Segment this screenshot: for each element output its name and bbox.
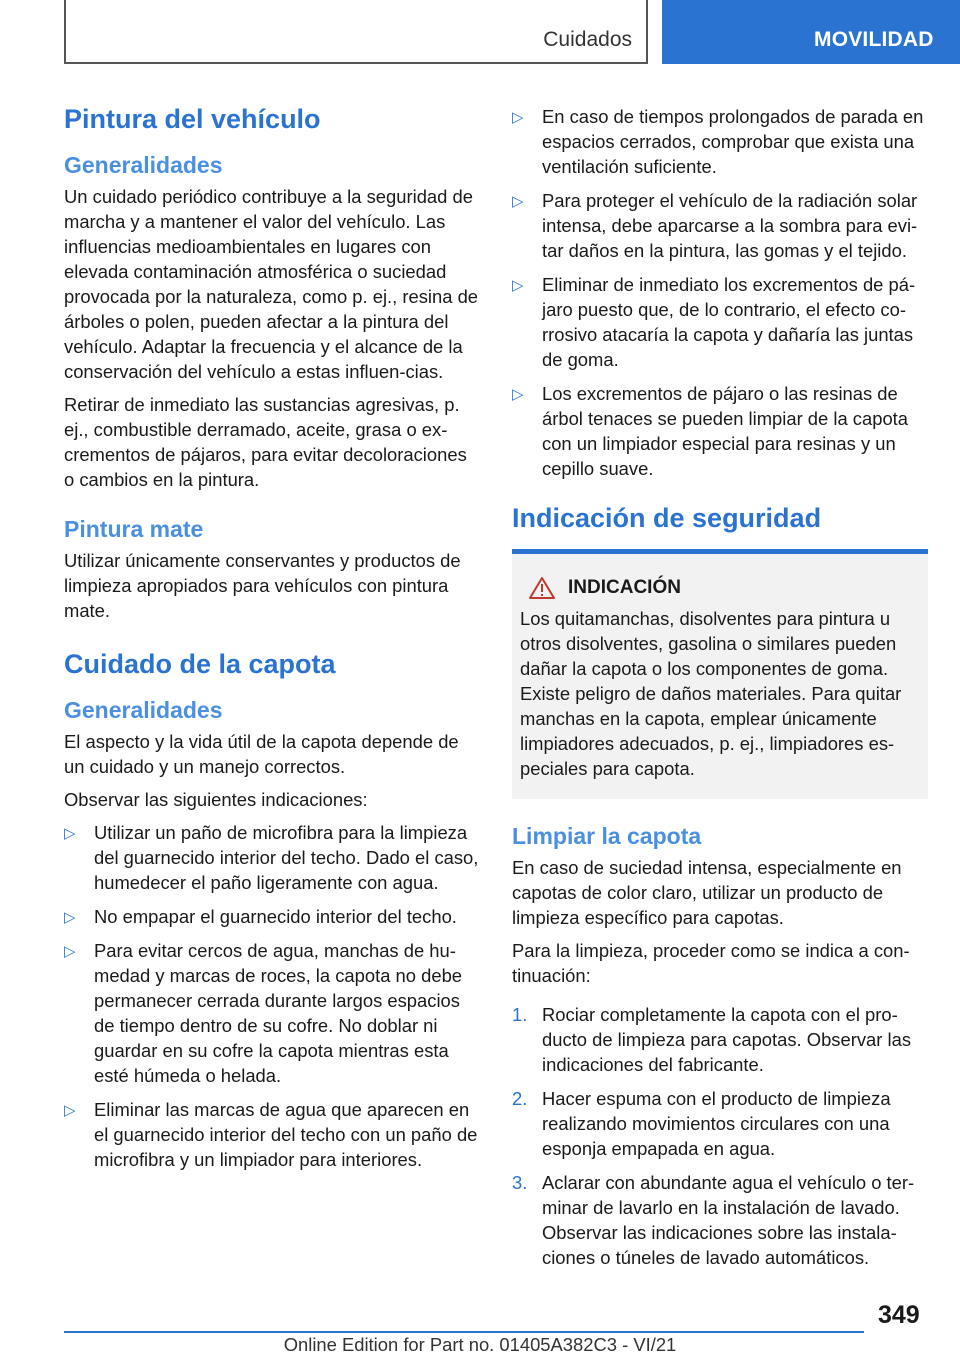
triangle-right-icon: ▷ — [64, 1102, 76, 1119]
triangle-right-icon: ▷ — [512, 109, 524, 126]
list-item: 2. Hacer espuma con el producto de limpieza realizando movimientos circulares con una esponja empapada en agua. — [512, 1088, 891, 1159]
footer-divider — [64, 1331, 864, 1333]
right-column — [512, 98, 928, 1279]
heading-safety: Indicación de seguridad — [512, 503, 822, 533]
list-item: ▷ No empapar el guarnecido interior del techo. — [64, 904, 480, 929]
warning-title: INDICACIÓN — [568, 577, 681, 598]
subheading-general-paint: Generalidades — [64, 152, 223, 178]
list-item: 1. Rociar completamente la capota con el pro‐ducto de limpieza para capotas. Observar las indicaciones del fabricante. — [512, 1004, 912, 1075]
list-item: ▷ En caso de tiempos prolongados de parada en espacios cerrados, comprobar que exista una ventilación suficiente. — [512, 106, 924, 177]
triangle-right-icon: ▷ — [64, 825, 76, 842]
list-item: ▷ Para proteger el vehículo de la radiación solar intensa, debe aparcarse a la sombra para evi‐tar daños en la pintura, las gomas y el tejido. — [512, 190, 918, 261]
header-section-title: Cuidados — [543, 28, 632, 51]
list-item: 3. Aclarar con abundante agua el vehículo o ter‐minar de lavarlo en la instalación de lavado. Observar las indicaciones sobre las instala‐ciones o túneles de lavado automáticos. — [512, 1172, 915, 1268]
heading-top-care: Cuidado de la capota — [64, 649, 336, 679]
paragraph-top-2: Observar las siguientes indicaciones: — [64, 789, 368, 810]
warning-triangle-icon — [528, 576, 556, 600]
left-column — [64, 98, 480, 1181]
list-item: ▷ Los excrementos de pájaro o las resinas de árbol tenaces se pueden limpiar de la capota con un limpiador especial para resinas y un cepillo suave. — [512, 383, 909, 479]
triangle-right-icon: ▷ — [512, 277, 524, 294]
cleaning-steps-list — [512, 1002, 928, 1270]
subheading-clean-top: Limpiar la capota — [512, 823, 702, 849]
heading-paint: Pintura del vehículo — [64, 104, 321, 134]
warning-box — [512, 549, 928, 799]
right-bullet-list — [512, 104, 928, 481]
list-item: ▷ Eliminar de inmediato los excrementos de pá‐jaro puesto que, de lo contrario, el efecto co‐rrosivo atacaría la capota y dañaría las juntas de goma. — [512, 274, 916, 370]
page-number: 349 — [878, 1301, 920, 1329]
header-section-box — [64, 0, 648, 64]
paragraph-clean-1: En caso de suciedad intensa, especialmente en capotas de color claro, utilizar un producto de limpieza específico para capotas. — [512, 857, 902, 928]
step-number: 2. — [512, 1088, 528, 1109]
header-chapter-tab: MOVILIDAD — [662, 0, 960, 64]
paragraph-top-1: El aspecto y la vida útil de la capota depende de un cuidado y un manejo correctos. — [64, 731, 459, 777]
list-item: ▷ Para evitar cercos de agua, manchas de hu‐medad y marcas de roces, la capota no debe permanecer cerrada durante largos espacios de tiempo dentro de su cofre. No doblar ni guardar en su cofre la capota mientras esta esté húmeda o helada. — [64, 940, 463, 1086]
footer-edition: Online Edition for Part no. 01405A382C3 - VI/21 — [283, 1334, 677, 1355]
triangle-right-icon: ▷ — [64, 943, 76, 960]
warning-text: Los quitamanchas, disolventes para pintura u otros disolventes, gasolina o similares pueden dañar la capota o los componentes de goma. Existe peligro de daños materiales. Para quitar manchas en la capota, emplear únicamente limpiadores adecuados, p. ej., limpiadores es‐peciales para capota. — [520, 608, 902, 779]
subheading-general-top: Generalidades — [64, 697, 223, 723]
left-bullet-list — [64, 820, 480, 1172]
triangle-right-icon: ▷ — [512, 193, 524, 210]
step-number: 3. — [512, 1172, 528, 1193]
paragraph-general-1: Un cuidado periódico contribuye a la seguridad de marcha y a mantener el valor del vehículo. Las influencias medioambientales en lugares con elevada contaminación atmosférica o suciedad provocada por la naturaleza, como p. ej., resina de árboles o polen, pueden afectar a la pintura del vehículo. Adaptar la frecuencia y el alcance de la conservación del vehículo a estas influen‐cias. — [64, 186, 479, 382]
paragraph-general-2: Retirar de inmediato las sustancias agresivas, p. ej., combustible derramado, aceite, grasa o ex‐crementos de pájaros, para evitar decoloraciones o cambios en la pintura. — [64, 394, 467, 490]
triangle-right-icon: ▷ — [64, 909, 76, 926]
list-item: ▷ Utilizar un paño de microfibra para la limpieza del guarnecido interior del techo. Dado el caso, humedecer el paño ligeramente con agua. — [64, 822, 479, 893]
list-item: ▷ Eliminar las marcas de agua que aparecen en el guarnecido interior del techo con un paño de microfibra y un limpiador para interiores. — [64, 1099, 478, 1170]
subheading-matte: Pintura mate — [64, 516, 204, 542]
triangle-right-icon: ▷ — [512, 386, 524, 403]
paragraph-clean-2: Para la limpieza, proceder como se indica a con‐tinuación: — [512, 940, 910, 986]
paragraph-matte: Utilizar únicamente conservantes y productos de limpieza apropiados para vehículos con pintura mate. — [64, 550, 461, 621]
warning-header — [520, 576, 918, 600]
step-number: 1. — [512, 1004, 528, 1025]
